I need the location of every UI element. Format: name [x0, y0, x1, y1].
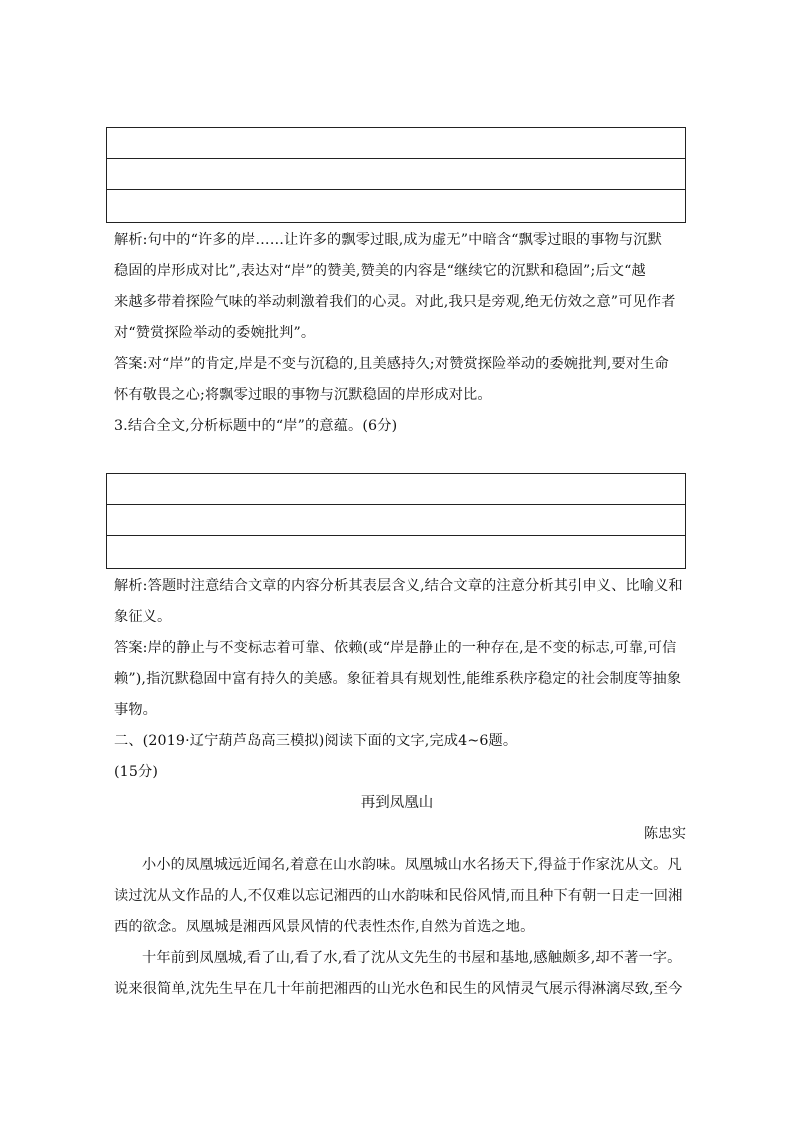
analysis-1-line-3: 来越多带着探险气味的举动刺激着我们的心灵。对此,我只是旁观,绝无仿效之意”可见作者 [114, 294, 676, 310]
paragraph-1-line-2: 读过沈从文作品的人,不仅难以忘记湘西的山水韵味和民俗风情,而且种下有朝一日走一回湘 [114, 888, 683, 904]
answer-1-line-1: 答案:对“岸”的肯定,岸是不变与沉稳的,且美感持久;对赞赏探险举动的委婉批判,要对生命 [114, 356, 669, 372]
answer-line[interactable] [107, 536, 685, 567]
article-author: 陈忠实 [644, 826, 686, 842]
answer-box-2[interactable] [106, 473, 686, 569]
analysis-1-line-2: 稳固的岸形成对比”,表达对“岸”的赞美,赞美的内容是“继续它的沉默和稳固”;后文“越 [114, 263, 646, 279]
analysis-1-line-4: 对“赞赏探险举动的委婉批判”。 [114, 325, 316, 341]
analysis-3-line-2: 象征义。 [114, 609, 172, 625]
answer-line[interactable] [107, 190, 685, 221]
analysis-1-line-1: 解析:句中的“许多的岸……让许多的飘零过眼,成为虚无”中暗含“飘零过眼的事物与沉默 [114, 232, 662, 248]
answer-3-line-1: 答案:岸的静止与不变标志着可靠、依赖(或“岸是静止的一种存在,是不变的标志,可靠,可信 [114, 640, 677, 656]
paragraph-2-line-1: 十年前到凤凰城,看了山,看了水,看了沈从文先生的书屋和基地,感触颇多,却不著一字。 [142, 950, 682, 966]
answer-line[interactable] [107, 474, 685, 505]
section-2-heading: 二、(2019·辽宁葫芦岛高三模拟)阅读下面的文字,完成4~6题。 [114, 733, 518, 749]
paragraph-1-line-1: 小小的凤凰城远近闻名,着意在山水韵味。凤凰城山水名扬天下,得益于作家沈从文。凡 [142, 857, 682, 873]
paragraph-2-line-2: 说来很简单,沈先生早在几十年前把湘西的山光水色和民生的风情灵气展示得淋漓尽致,至今 [114, 981, 683, 997]
analysis-3-line-1: 解析:答题时注意结合文章的内容分析其表层含义,结合文章的注意分析其引申义、比喻义和 [114, 578, 683, 594]
answer-3-line-2: 赖”),指沉默稳固中富有持久的美感。象征着具有规划性,能维系秩序稳定的社会制度等抽象 [114, 671, 682, 687]
question-3: 3.结合全文,分析标题中的“岸”的意蕴。(6分) [114, 418, 398, 434]
answer-box-1[interactable] [106, 127, 686, 223]
section-2-score: (15分) [114, 764, 159, 780]
answer-line[interactable] [107, 159, 685, 190]
paragraph-1-line-3: 西的欲念。凤凰城是湘西风景风情的代表性杰作,自然为首选之地。 [114, 919, 535, 935]
answer-line[interactable] [107, 128, 685, 159]
answer-1-line-2: 怀有敬畏之心;将飘零过眼的事物与沉默稳固的岸形成对比。 [114, 387, 492, 403]
article-title: 再到凤凰山 [360, 795, 434, 811]
answer-line[interactable] [107, 505, 685, 536]
answer-3-line-3: 事物。 [114, 702, 158, 718]
